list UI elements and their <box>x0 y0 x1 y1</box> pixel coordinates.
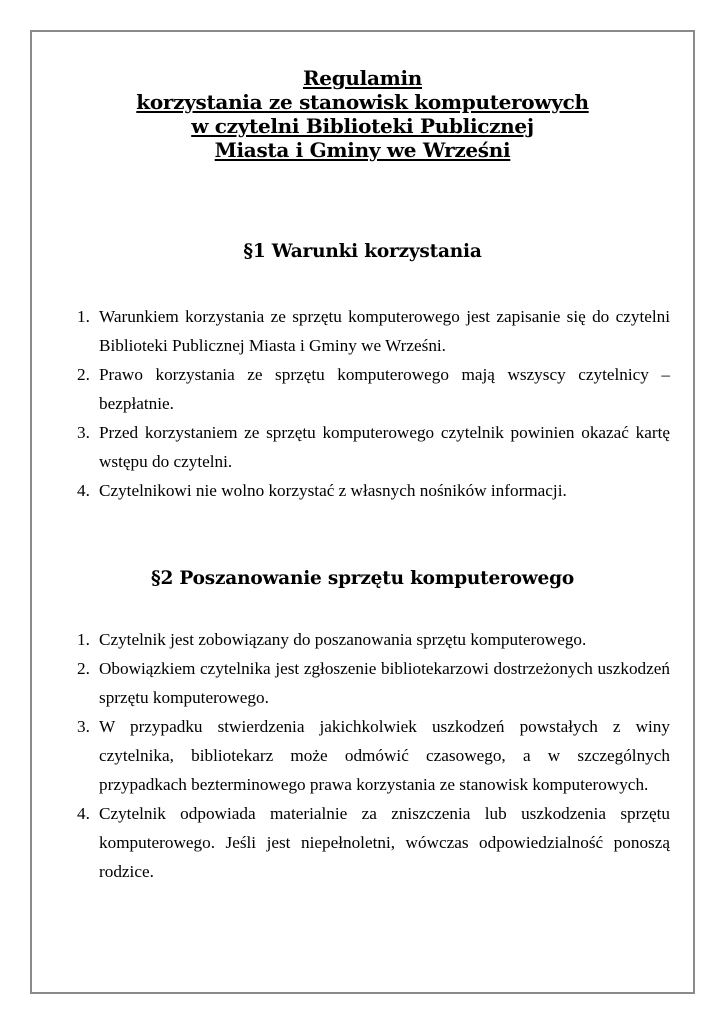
list-item <box>70 476 670 505</box>
list-number: 4. <box>77 481 90 500</box>
numbered-list <box>70 625 670 886</box>
list-item-text: Przed korzystaniem ze sprzętu komputerowego czytelnik powinien okazać kartę wstępu do czytelni. <box>99 423 670 471</box>
list-number: 1. <box>77 630 90 649</box>
list-item-text: Czytelnikowi nie wolno korzystać z własnych nośników informacji. <box>99 481 567 500</box>
document-title <box>0 66 725 162</box>
list-number: 1. <box>77 307 90 326</box>
title-line: w czytelni Biblioteki Publicznej <box>191 114 534 138</box>
title-line: Miasta i Gminy we Wrześni <box>214 138 511 162</box>
title-line: korzystania ze stanowisk komputerowych <box>136 90 589 114</box>
title-line: Regulamin <box>302 66 423 90</box>
list-item-text: Warunkiem korzystania ze sprzętu komputerowego jest zapisanie się do czytelni Biblioteki Publicznej Miasta i Gminy we Wrześni. <box>99 307 670 355</box>
numbered-list <box>70 302 670 505</box>
list-number: 2. <box>77 659 90 678</box>
list-item <box>70 712 670 799</box>
list-item-text: W przypadku stwierdzenia jakichkolwiek uszkodzeń powstałych z winy czytelnika, bibliotekarz może odmówić czasowego, a w szczególnych przypadkach bezterminowego prawa korzystania ze stanowisk komputerowych. <box>99 717 670 794</box>
section-heading: §1 Warunki korzystania <box>243 241 482 262</box>
list-number: 2. <box>77 365 90 384</box>
list-number: 3. <box>77 717 90 736</box>
list-item-text: Czytelnik jest zobowiązany do poszanowania sprzętu komputerowego. <box>99 630 587 649</box>
list-number: 4. <box>77 804 90 823</box>
list-item <box>70 799 670 886</box>
list-item <box>70 654 670 712</box>
list-item <box>70 302 670 360</box>
section-heading: §2 Poszanowanie sprzętu komputerowego <box>151 568 574 589</box>
list-item <box>70 625 670 654</box>
list-item-text: Obowiązkiem czytelnika jest zgłoszenie bibliotekarzowi dostrzeżonych uszkodzeń sprzętu komputerowego. <box>99 659 670 707</box>
list-item <box>70 418 670 476</box>
list-item-text: Prawo korzystania ze sprzętu komputerowego mają wszyscy czytelnicy – bezpłatnie. <box>99 365 670 413</box>
list-item-text: Czytelnik odpowiada materialnie za zniszczenia lub uszkodzenia sprzętu komputerowego. Jeśli jest niepełnoletni, wówczas odpowiedzialność ponoszą rodzice. <box>99 804 670 881</box>
list-number: 3. <box>77 423 90 442</box>
list-item <box>70 360 670 418</box>
